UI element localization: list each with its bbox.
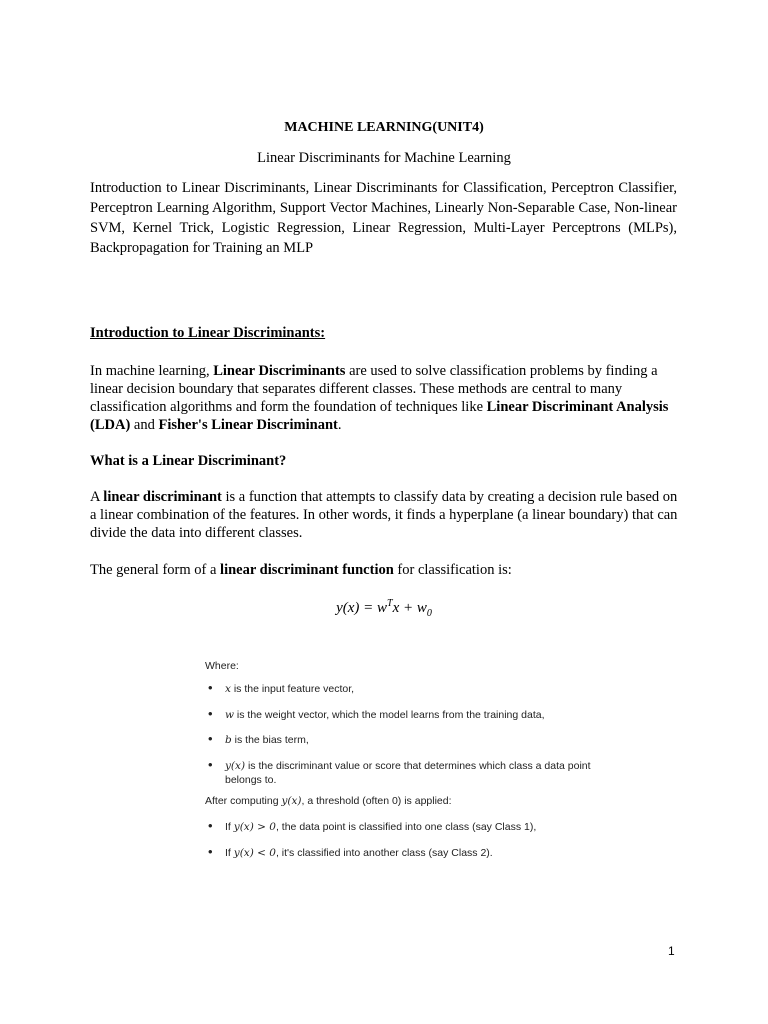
threshold-rules-list [205, 820, 536, 871]
topics-list: Introduction to Linear Discriminants, Linear Discriminants for Classification, Perceptron Classifier, Perceptron Learning Algorithm, Support Vector Machines, Linearly Non-Separable Case, Non-linear SVM, Kernel Trick, Logistic Regression, Linear Regression, Multi-Layer Perceptrons (MLPs), Backpropagation for Training an MLP [90, 180, 677, 256]
variable-definitions-list [205, 682, 625, 784]
list-item: • y(x) is the discriminant value or score that determines which class a data point belongs to. [205, 759, 625, 785]
section-heading: Introduction to Linear Discriminants: [90, 325, 326, 341]
general-form-paragraph: The general form of a linear discriminant function for classification is: [90, 562, 512, 578]
document-title: MACHINE LEARNING(UNIT4) [284, 120, 484, 135]
list-item: • b is the bias term, [205, 733, 625, 759]
where-label: Where: [205, 660, 239, 672]
list-item: • If y(x) > 0, the data point is classified into one class (say Class 1), [205, 820, 536, 846]
document-subtitle: Linear Discriminants for Machine Learning [257, 150, 511, 166]
list-item: • x is the input feature vector, [205, 682, 625, 708]
threshold-intro: After computing y(x), a threshold (often 0) is applied: [205, 795, 452, 807]
intro-paragraph: In machine learning, Linear Discriminants are used to solve classification problems by finding a linear decision boundary that separates different classes. These methods are central to many classification algorithms and form the foundation of techniques like Linear Discriminant Analysis (LDA) and Fisher's Linear Discriminant. [90, 363, 669, 433]
definition-paragraph: A linear discriminant is a function that attempts to classify data by creating a decision rule based on a linear combination of the features. In other words, it finds a hyperplane (a linear boundary) that can divide the data into different classes. [90, 489, 678, 541]
question-heading: What is a Linear Discriminant? [90, 453, 287, 469]
list-item: • w is the weight vector, which the model learns from the training data, [205, 708, 625, 734]
page-number: 1 [668, 944, 675, 958]
discriminant-formula: $y(x) = w^Tx + w_0$ [336, 598, 432, 619]
list-item: • If y(x) < 0, it's classified into another class (say Class 2). [205, 846, 536, 872]
